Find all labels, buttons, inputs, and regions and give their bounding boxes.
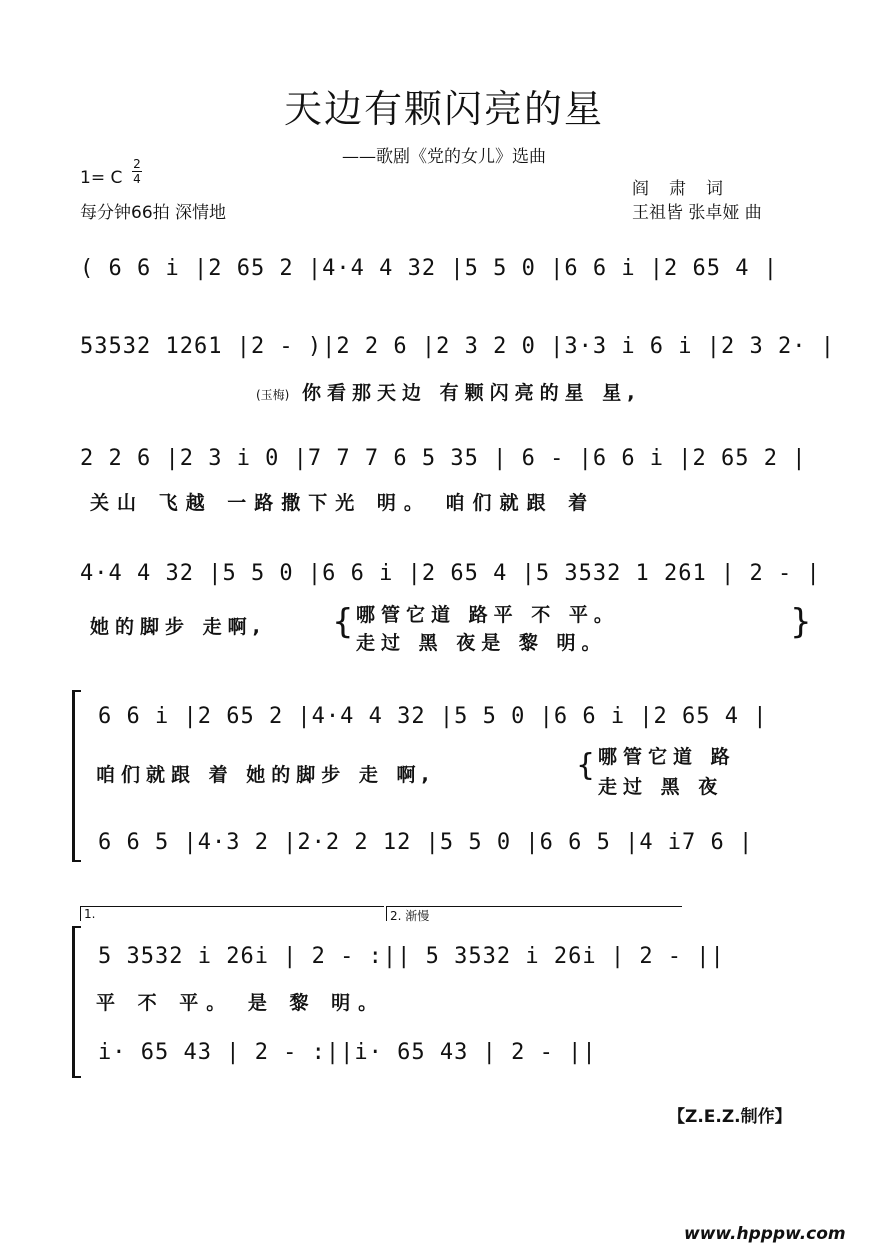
notation-row-7: 5 3532 i 26i | 2 - :|| 5 3532 i 26i | 2 - || <box>98 944 725 969</box>
notation-row-2: 53532 1261 |2 - )|2 2 6 |2 3 2 0 |3·3 i 6 i |2 3 2· | <box>80 334 835 359</box>
notation-row-8: i· 65 43 | 2 - :||i· 65 43 | 2 - || <box>98 1040 597 1065</box>
time-signature <box>132 158 142 185</box>
song-title: 天边有颗闪亮的星 <box>283 87 604 131</box>
singer-role: (玉梅) <box>256 388 290 402</box>
lyric-line-5a: 咱们就跟 着 她的脚步 走 啊, <box>96 764 435 786</box>
notation-row-4: 4·4 4 32 |5 5 0 |6 6 i |2 65 4 |5 3532 1 261 | 2 - | <box>80 561 821 586</box>
website-watermark: www.hpppw.com <box>684 1224 846 1244</box>
verse-brace-open: { <box>332 602 354 642</box>
notation-row-6: 6 6 5 |4·3 2 |2·2 2 12 |5 5 0 |6 6 5 |4 i7 6 | <box>98 830 754 855</box>
notation-row-1: ( 6 6 i |2 65 2 |4·4 4 32 |5 5 0 |6 6 i |2 65 4 | <box>80 256 779 281</box>
producer-credit: 【Z.E.Z.制作】 <box>668 1107 792 1127</box>
system-bracket-1 <box>72 690 81 862</box>
lyric-line-5c: 走过 黑 夜 <box>598 776 724 798</box>
notation-row-3: 2 2 6 |2 3 i 0 |7 7 7 6 5 35 | 6 - |6 6 i |2 65 2 | <box>80 446 807 471</box>
volta-1: 1. <box>80 906 384 921</box>
song-subtitle: ——歌剧《党的女儿》选曲 <box>342 147 546 167</box>
time-signature-top: 2 <box>133 157 141 171</box>
lyric-line-4c: 走过 黑 夜是 黎 明。 <box>356 632 607 654</box>
system-bracket-2 <box>72 926 81 1078</box>
notation-row-5: 6 6 i |2 65 2 |4·4 4 32 |5 5 0 |6 6 i |2 65 4 | <box>98 704 768 729</box>
verse-brace-open-2: { <box>576 748 596 783</box>
key-signature: 1= C <box>80 168 123 188</box>
time-signature-bottom: 4 <box>133 172 141 186</box>
lyric-line-3: 关山 飞越 一路撒下光 明。 咱们就跟 着 <box>90 492 596 514</box>
lyric-line-5b: 哪管它道 路 <box>598 746 736 768</box>
lyric-line-4a: 她的脚步 走啊, <box>90 616 266 638</box>
lyric-line-7: 平 不 平。 是 黎 明。 <box>96 992 386 1014</box>
lyric-row-2 <box>256 378 640 405</box>
lyric-line-2: 你看那天边 有颗闪亮的星 星, <box>302 382 641 404</box>
composer-credit: 王祖皆 张卓娅 曲 <box>632 203 762 223</box>
lyric-line-4b: 哪管它道 路平 不 平。 <box>356 604 619 626</box>
tempo-marking: 每分钟66拍 深情地 <box>80 203 227 223</box>
verse-brace-close: } <box>790 602 812 642</box>
lyricist-credit: 阎肃词 <box>632 179 743 199</box>
volta-2: 2. 渐慢 <box>386 906 682 921</box>
